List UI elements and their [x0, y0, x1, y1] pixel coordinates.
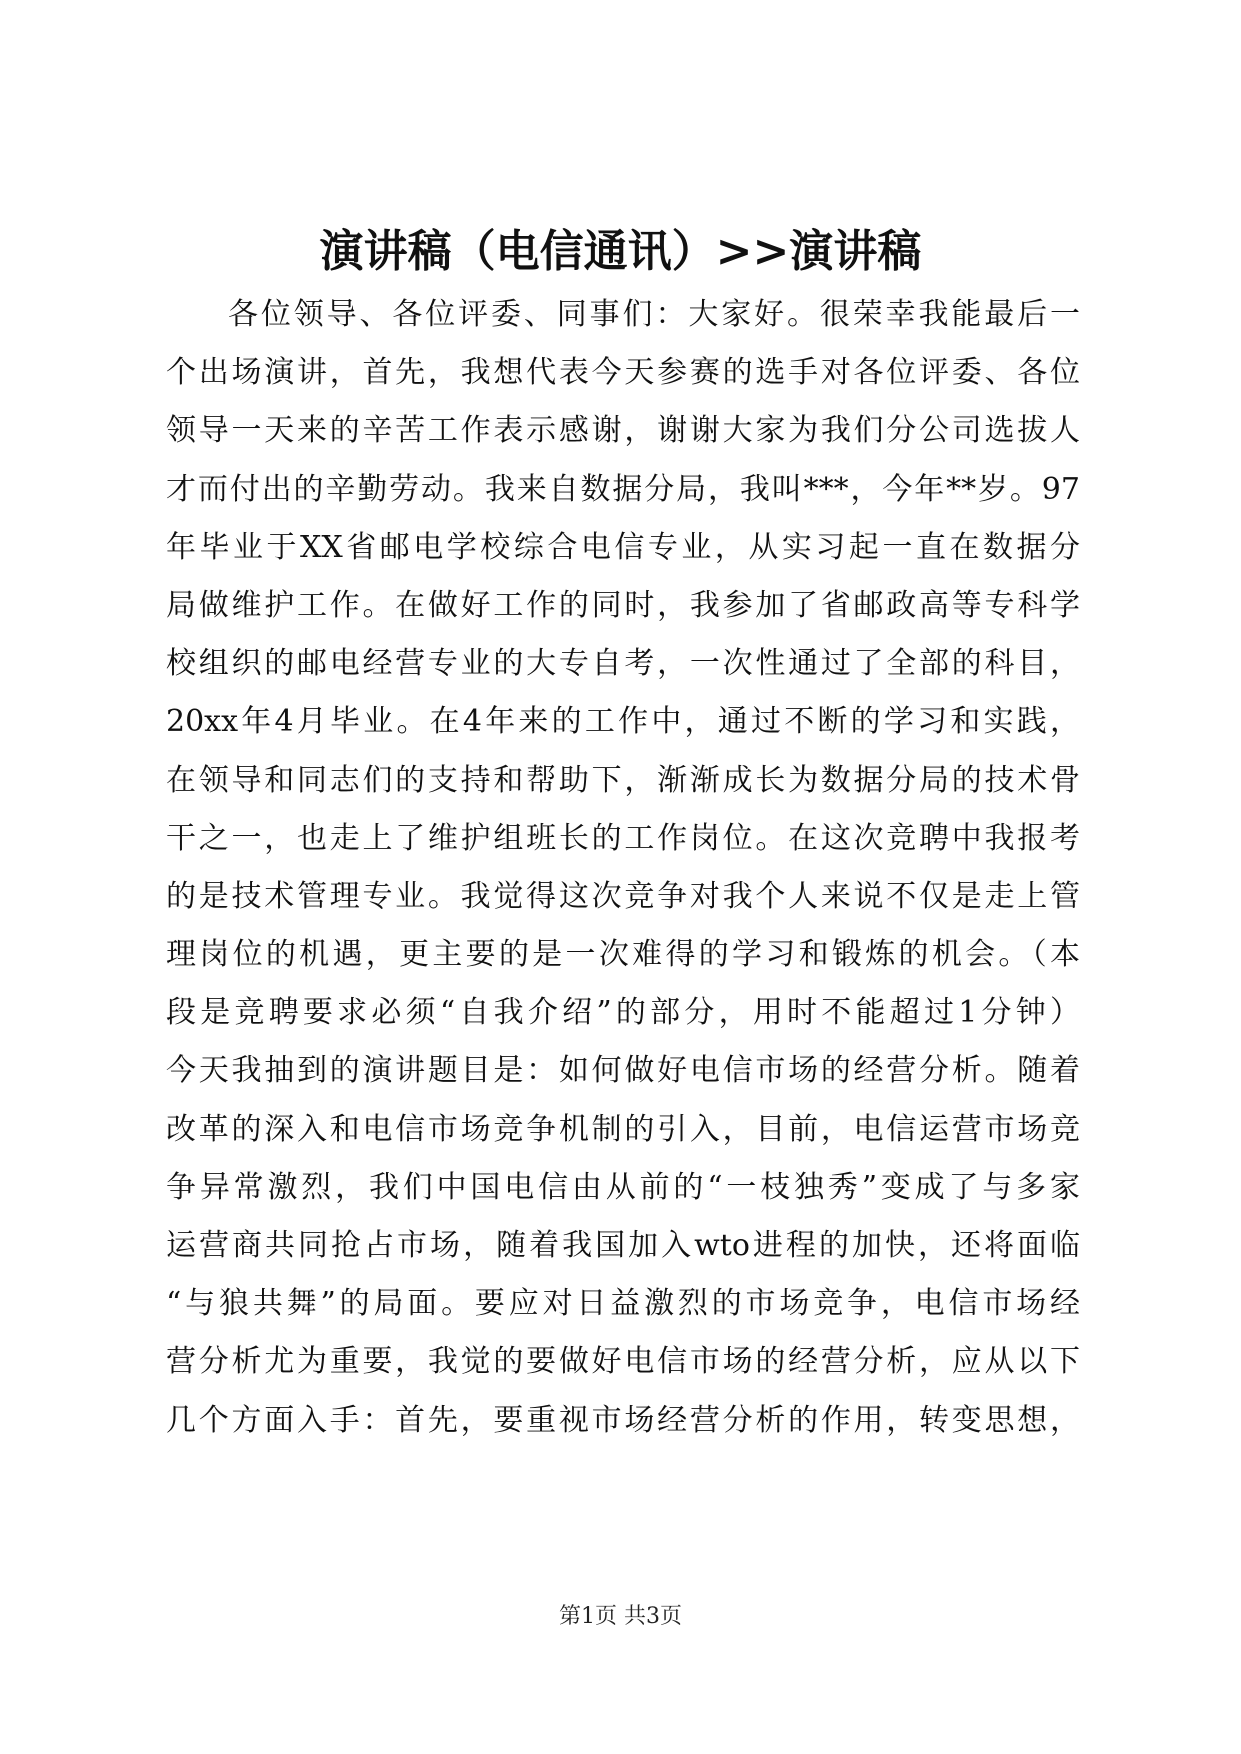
- body-line: 争异常激烈，我们中国电信由从前的“一枝独秀”变成了与多家: [166, 1169, 1080, 1205]
- body-line: 段是竞聘要求必须“自我介绍”的部分，用时不能超过1分钟）: [166, 995, 1080, 1031]
- body-line: 年毕业于XX省邮电学校综合电信专业，从实习起一直在数据分: [166, 529, 1080, 565]
- body-line: 营分析尤为重要，我觉的要做好电信市场的经营分析，应从以下: [166, 1344, 1080, 1380]
- body-line: 改革的深入和电信市场竞争机制的引入，目前，电信运营市场竞: [166, 1111, 1080, 1147]
- body-line: 今天我抽到的演讲题目是：如何做好电信市场的经营分析。随着: [166, 1053, 1080, 1089]
- body-line: 个出场演讲，首先，我想代表今天参赛的选手对各位评委、各位: [166, 355, 1080, 391]
- body-line: 校组织的邮电经营专业的大专自考，一次性通过了全部的科目，: [166, 646, 1080, 682]
- body-line: 几个方面入手：首先，要重视市场经营分析的作用，转变思想，: [166, 1402, 1080, 1438]
- body-line: 才而付出的辛勤劳动。我来自数据分局，我叫***，今年**岁。97: [166, 471, 1080, 507]
- body-line: 运营商共同抢占市场，随着我国加入wto进程的加快，还将面临: [166, 1228, 1080, 1263]
- body-line: 在领导和同志们的支持和帮助下，渐渐成长为数据分局的技术骨: [166, 762, 1080, 798]
- body-line: 局做维护工作。在做好工作的同时，我参加了省邮政高等专科学: [166, 587, 1080, 623]
- body-line: “与狼共舞”的局面。要应对日益激烈的市场竞争，电信市场经: [166, 1286, 1080, 1322]
- body-line: 领导一天来的辛苦工作表示感谢，谢谢大家为我们分公司选拔人: [166, 413, 1080, 449]
- body-line: 的是技术管理专业。我觉得这次竞争对我个人来说不仅是走上管: [166, 878, 1080, 914]
- body-line: 各位领导、各位评委、同事们：大家好。很荣幸我能最后一: [228, 297, 1080, 332]
- body-line: 20xx年4月毕业。在4年来的工作中，通过不断的学习和实践，: [166, 704, 1080, 740]
- body-line: 理岗位的机遇，更主要的是一次难得的学习和锻炼的机会。（本: [166, 937, 1080, 973]
- body-line: 干之一，也走上了维护组班长的工作岗位。在这次竞聘中我报考: [166, 820, 1080, 856]
- document-body: [166, 286, 1080, 1450]
- page-indicator: 第1页 共3页: [559, 1604, 682, 1629]
- document-title: 演讲稿（电信通讯）>>演讲稿: [319, 226, 922, 277]
